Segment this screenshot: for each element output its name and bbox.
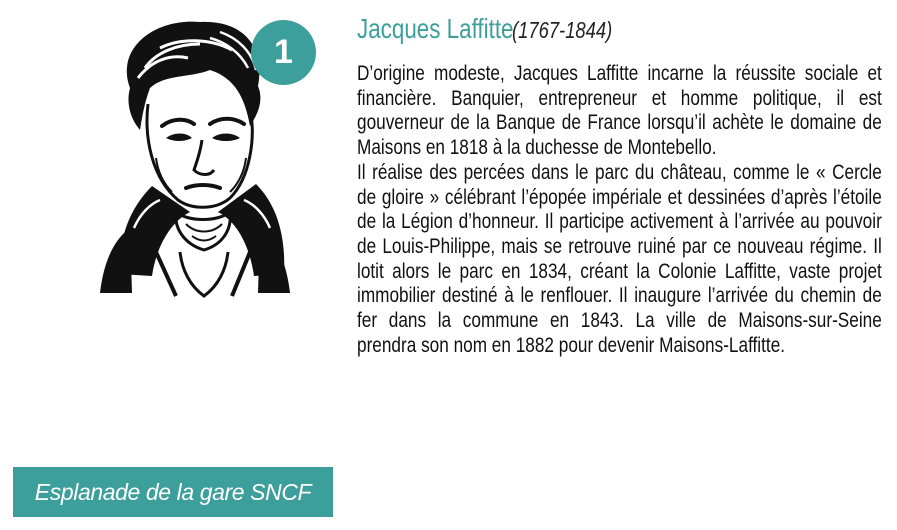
- number-badge: [251, 20, 316, 85]
- badge-number: 1: [274, 33, 293, 71]
- biography: [357, 61, 882, 357]
- biography-paragraph: Il réalise des percées dans le parc du château, comme le « Cercle de gloire » célébrant l’épopée impériale et dessinées d’après l’étoile de la Légion d’honneur. Il participe activement à l’arrivée au pouvoir de Louis-Philippe, mais se retrouve ruiné par ce nouveau régime. Il lotit alors le parc en 1834, créant la Colonie Laffitte, vaste projet immobilier destiné à le renflouer. Il inaugure l’arrivée du chemin de fer dans la commune en 1843. La ville de Maisons-sur-Seine prendra son nom en 1882 pour devenir Maisons-Laffitte.: [357, 159, 882, 357]
- title-line: [357, 10, 882, 53]
- life-dates: (1767-1844): [512, 17, 613, 43]
- biography-paragraph: D’origine modeste, Jacques Laffitte incarne la réussite sociale et financière. Banquier, entrepreneur et homme politique, il est gouverneur de la Banque de France lorsqu’il achète le domaine de Maisons en 1818 à la duchesse de Montebello.: [357, 61, 882, 160]
- location-label: Esplanade de la gare SNCF: [34, 478, 312, 505]
- person-name: Jacques Laffitte: [357, 13, 514, 44]
- location-banner: [13, 467, 333, 517]
- text-column: [357, 10, 882, 357]
